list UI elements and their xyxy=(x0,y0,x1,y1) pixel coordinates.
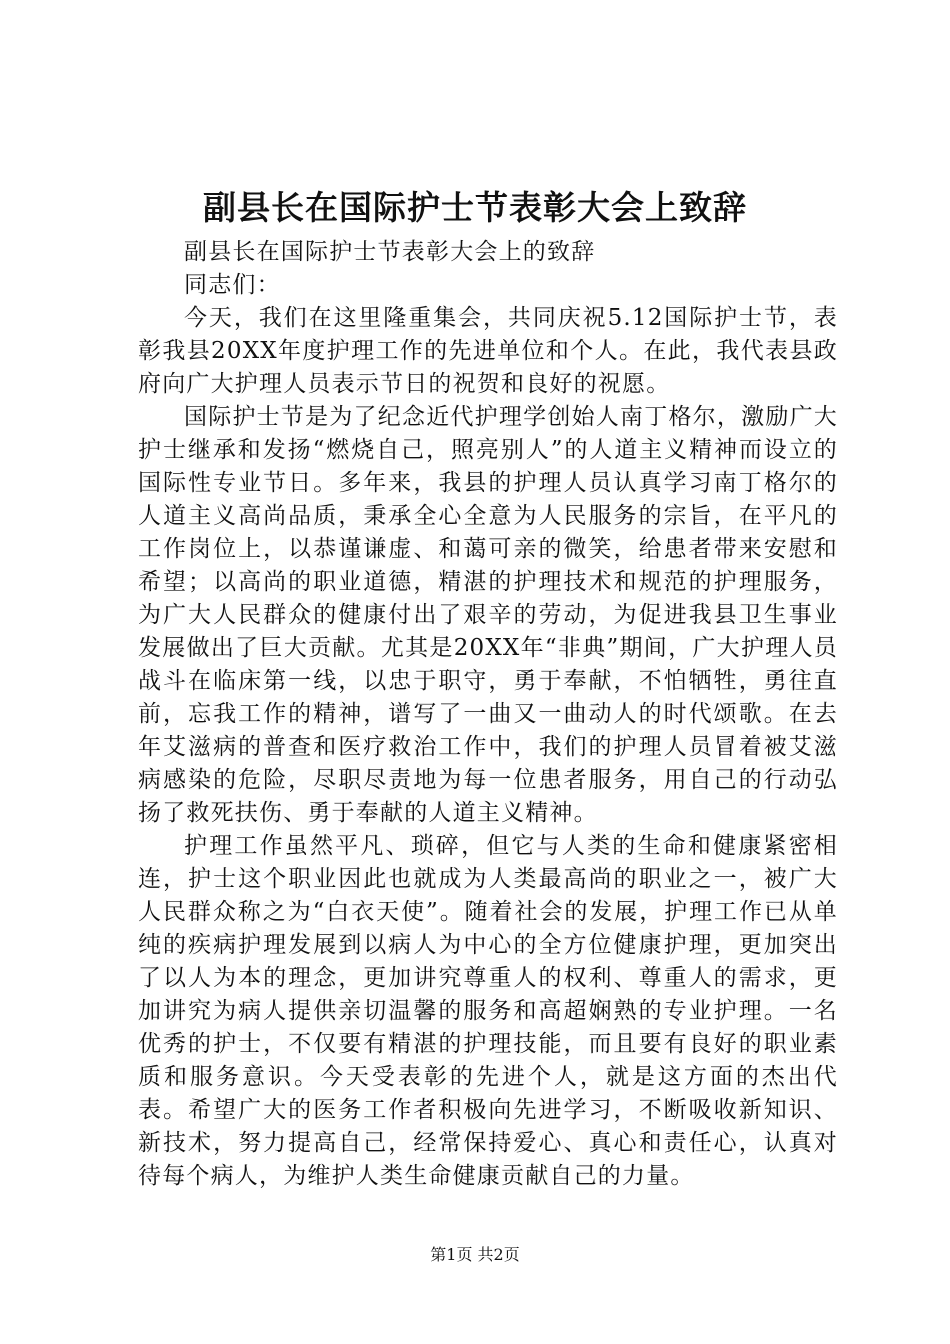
salutation: 同志们： xyxy=(184,272,281,298)
document-title: 副县长在国际护士节表彰大会上致辞 xyxy=(203,188,747,227)
page-footer: 第1页 共2页 xyxy=(430,1245,520,1264)
paragraph: 护理工作虽然平凡、琐碎，但它与人类的生命和健康紧密相连，护士这个职业因此也就成为人类最高尚的职业之一，被广大人民群众称之为“白衣天使”。随着社会的发展，护理工作已从单纯的疾病护理发展到以病人为中心的全方位健康护理，更加突出了以人为本的理念，更加讲究尊重人的权利、尊重人的需求，更加讲究为病人提供亲切温馨的服务和高超娴熟的专业护理。一名优秀的护士，不仅要有精湛的护理技能，而且要有良好的职业素质和服务意识。今天受表彰的先进个人，就是这方面的杰出代表。希望广大的医务工作者积极向先进学习，不断吸收新知识、新技术，努力提高自己，经常保持爱心、真心和责任心，认真对待每个病人，为维护人类生命健康贡献自己的力量。 xyxy=(138,833,838,1189)
paragraph: 国际护士节是为了纪念近代护理学创始人南丁格尔，激励广大护士继承和发扬“燃烧自己，照亮别人”的人道主义精神而设立的国际性专业节日。多年来，我县的护理人员认真学习南丁格尔的人道主义高尚品质，秉承全心全意为人民服务的宗旨，在平凡的工作岗位上，以恭谨谦虚、和蔼可亲的微笑，给患者带来安慰和希望；以高尚的职业道德，精湛的护理技术和规范的护理服务，为广大人民群众的健康付出了艰辛的劳动，为促进我县卫生事业发展做出了巨大贡献。尤其是20XX年“非典”期间，广大护理人员战斗在临床第一线，以忠于职守，勇于奉献，不怕牺牲，勇往直前，忘我工作的精神，谱写了一曲又一曲动人的时代颂歌。在去年艾滋病的普查和医疗救治工作中，我们的护理人员冒着被艾滋病感染的危险，尽职尽责地为每一位患者服务，用自己的行动弘扬了救死扶伤、勇于奉献的人道主义精神。 xyxy=(138,404,838,826)
paragraph: 今天，我们在这里隆重集会，共同庆祝5.12国际护士节，表彰我县20XX年度护理工作的先进单位和个人。在此，我代表县政府向广大护理人员表示节日的祝贺和良好的祝愿。 xyxy=(138,305,838,397)
document-subtitle: 副县长在国际护士节表彰大会上的致辞 xyxy=(184,239,596,265)
document-body xyxy=(138,236,838,1193)
